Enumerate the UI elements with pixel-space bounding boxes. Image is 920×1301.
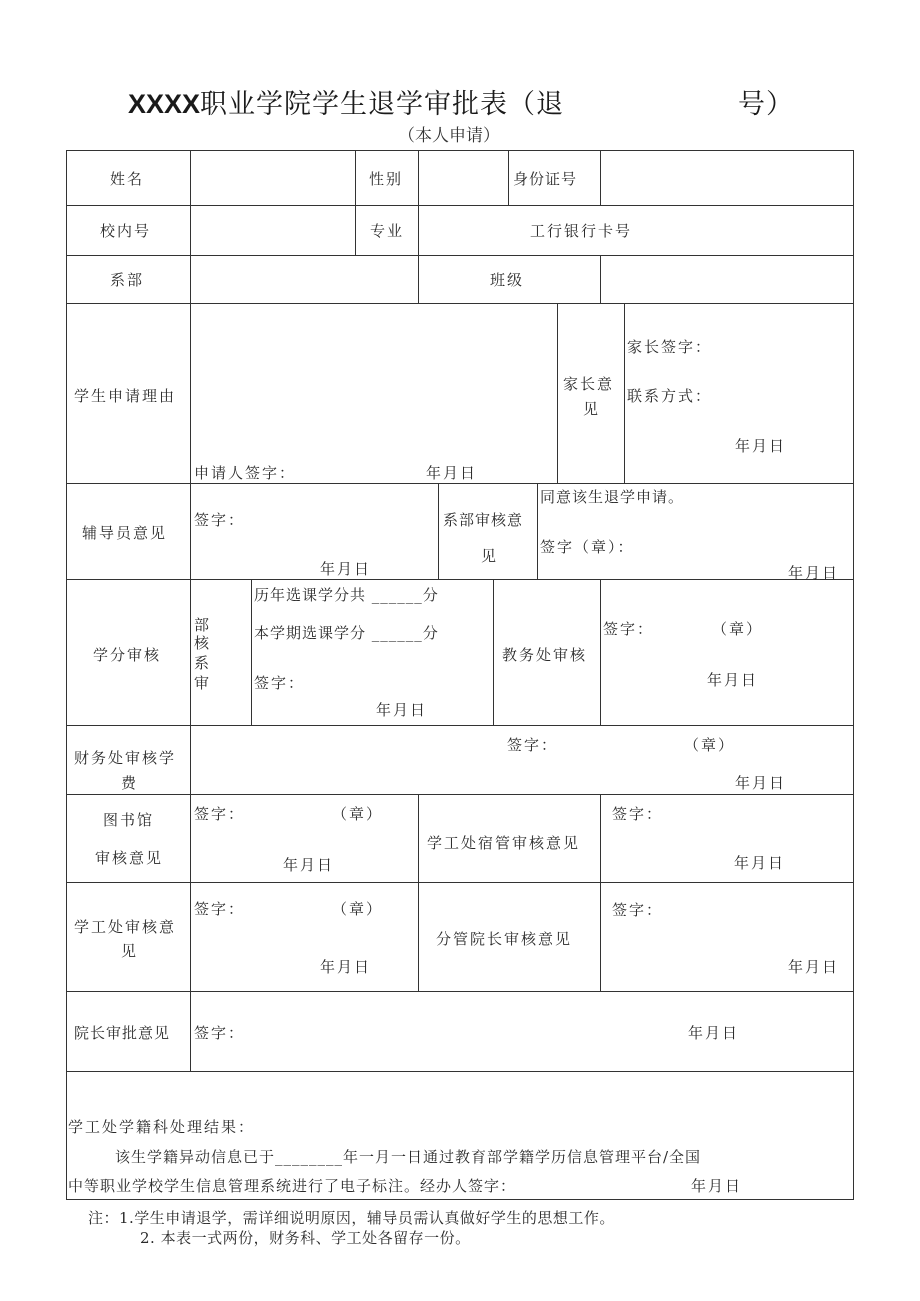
grid-line <box>557 303 558 484</box>
grid-line <box>853 150 854 1200</box>
student-no-field[interactable] <box>192 207 354 254</box>
id-number-field[interactable] <box>602 152 852 204</box>
grid-line <box>438 483 439 579</box>
label-vice-president: 分管院长审核意见 <box>436 930 573 948</box>
grid-line <box>66 1199 854 1200</box>
label-class: 班级 <box>490 271 525 289</box>
grid-line <box>66 150 854 151</box>
total-credits: 历年选课学分共 ______分 <box>254 586 439 604</box>
grid-line <box>66 483 854 484</box>
grid-line <box>418 794 419 991</box>
note-1: 注：1.学生申请退学，需详细说明原因，辅导员需认真做好学生的思想工作。 <box>88 1209 615 1227</box>
term-credits: 本学期选课学分 ______分 <box>254 624 439 642</box>
credit-date: 年月日 <box>376 701 428 719</box>
label-department: 系部 <box>110 271 145 289</box>
class-field[interactable] <box>602 257 852 302</box>
grid-line <box>66 794 854 795</box>
counselor-sign: 签字： <box>194 511 246 529</box>
applicant-date: 年月日 <box>426 464 478 482</box>
grid-line <box>66 579 854 580</box>
grid-line <box>190 150 191 1071</box>
form-subtitle: （本人申请） <box>398 126 500 146</box>
dept-vertical-1: 部 <box>194 616 212 634</box>
reason-field[interactable] <box>192 305 556 455</box>
form-title <box>128 82 564 121</box>
dept-agree: 同意该生退学申请。 <box>540 488 685 506</box>
grid-line <box>66 882 854 883</box>
counselor-date: 年月日 <box>320 560 372 578</box>
library-sign: 签字： <box>194 805 246 823</box>
gender-field[interactable] <box>420 152 507 204</box>
president-sign: 签字： <box>194 1024 246 1042</box>
label-library: 图书馆 <box>103 811 155 829</box>
result-line-2: 中等职业学校学生信息管理系统进行了电子标注。经办人签字： <box>68 1177 517 1195</box>
credit-sign: 签字： <box>254 674 306 692</box>
student-affairs-seal: （章） <box>332 900 384 918</box>
label-reason: 学生申请理由 <box>74 387 177 405</box>
president-date: 年月日 <box>688 1024 740 1042</box>
vice-president-sign: 签字： <box>612 901 664 919</box>
grid-line <box>600 255 601 303</box>
name-field[interactable] <box>192 152 354 204</box>
library-seal: （章） <box>332 805 384 823</box>
finance-date: 年月日 <box>735 774 787 792</box>
result-title: 学工处学籍科处理结果： <box>68 1118 256 1136</box>
label-finance-2: 费 <box>121 774 139 792</box>
title-main: 职业学院学生退学审批表（退 <box>200 89 565 120</box>
dept-sign-seal: 签字（章）： <box>540 538 635 556</box>
label-library-2: 审核意见 <box>95 849 164 867</box>
grid-line <box>493 579 494 725</box>
library-date: 年月日 <box>283 856 335 874</box>
student-affairs-sign: 签字： <box>194 900 246 918</box>
grid-line <box>66 1071 854 1072</box>
label-major: 专业 <box>370 222 405 240</box>
grid-line <box>418 150 419 303</box>
finance-sign: 签字： <box>507 736 559 754</box>
parent-date: 年月日 <box>735 437 787 455</box>
dept-date: 年月日 <box>788 564 840 582</box>
label-academic-affairs: 教务处审核 <box>502 646 588 664</box>
applicant-sign: 申请人签字： <box>194 464 297 482</box>
label-student-affairs: 学工处审核意 <box>74 918 177 936</box>
label-president: 院长审批意见 <box>74 1024 171 1042</box>
grid-line <box>600 579 601 725</box>
grid-line <box>624 303 625 484</box>
grid-line <box>537 483 538 579</box>
label-bank-card: 工行银行卡号 <box>530 222 633 240</box>
dept-vertical-4: 审 <box>194 674 212 692</box>
result-line-1: 该生学籍异动信息已于________年一月一日通过教育部学籍学历信息管理平台/全国 <box>115 1148 702 1166</box>
grid-line <box>66 725 854 726</box>
grid-line <box>66 255 854 256</box>
label-id-number: 身份证号 <box>513 170 578 188</box>
label-finance: 财务处审核学 <box>74 749 177 767</box>
label-dept-review-2: 见 <box>481 547 499 565</box>
grid-line <box>355 150 356 255</box>
student-affairs-date: 年月日 <box>320 958 372 976</box>
grid-line <box>600 150 601 205</box>
label-parent-opinion: 家长意 <box>563 375 615 393</box>
label-dept-review: 系部审核意 <box>443 511 524 529</box>
academic-sign: 签字： <box>603 620 655 638</box>
label-parent-opinion-2: 见 <box>583 400 601 418</box>
title-suffix: 号） <box>738 89 794 120</box>
grid-line <box>508 150 509 205</box>
label-dorm: 学工处宿管审核意见 <box>427 834 581 852</box>
dorm-date: 年月日 <box>734 854 786 872</box>
finance-seal: （章） <box>684 736 736 754</box>
dept-vertical-2: 核 <box>194 634 212 652</box>
note-2: 2. 本表一式两份，财务科、学工处各留存一份。 <box>140 1229 471 1247</box>
grid-line <box>66 205 854 206</box>
grid-line <box>66 303 854 304</box>
label-counselor: 辅导员意见 <box>82 524 168 542</box>
label-credit-review: 学分审核 <box>93 646 162 664</box>
dept-vertical-3: 系 <box>194 654 212 672</box>
grid-line <box>66 150 67 1200</box>
grid-line <box>600 794 601 991</box>
label-name: 姓名 <box>110 170 145 188</box>
academic-date: 年月日 <box>707 671 759 689</box>
grid-line <box>251 579 252 725</box>
vice-president-date: 年月日 <box>788 958 840 976</box>
label-student-no: 校内号 <box>100 222 152 240</box>
dorm-sign: 签字： <box>612 805 664 823</box>
academic-seal: （章） <box>712 620 764 638</box>
department-field[interactable] <box>192 257 417 302</box>
grid-line <box>66 991 854 992</box>
parent-contact: 联系方式： <box>627 387 713 405</box>
result-date: 年月日 <box>691 1177 743 1195</box>
parent-sign: 家长签字： <box>627 338 713 356</box>
label-gender: 性别 <box>369 170 404 188</box>
label-student-affairs-2: 见 <box>121 942 139 960</box>
title-prefix: XXXX <box>128 89 201 119</box>
